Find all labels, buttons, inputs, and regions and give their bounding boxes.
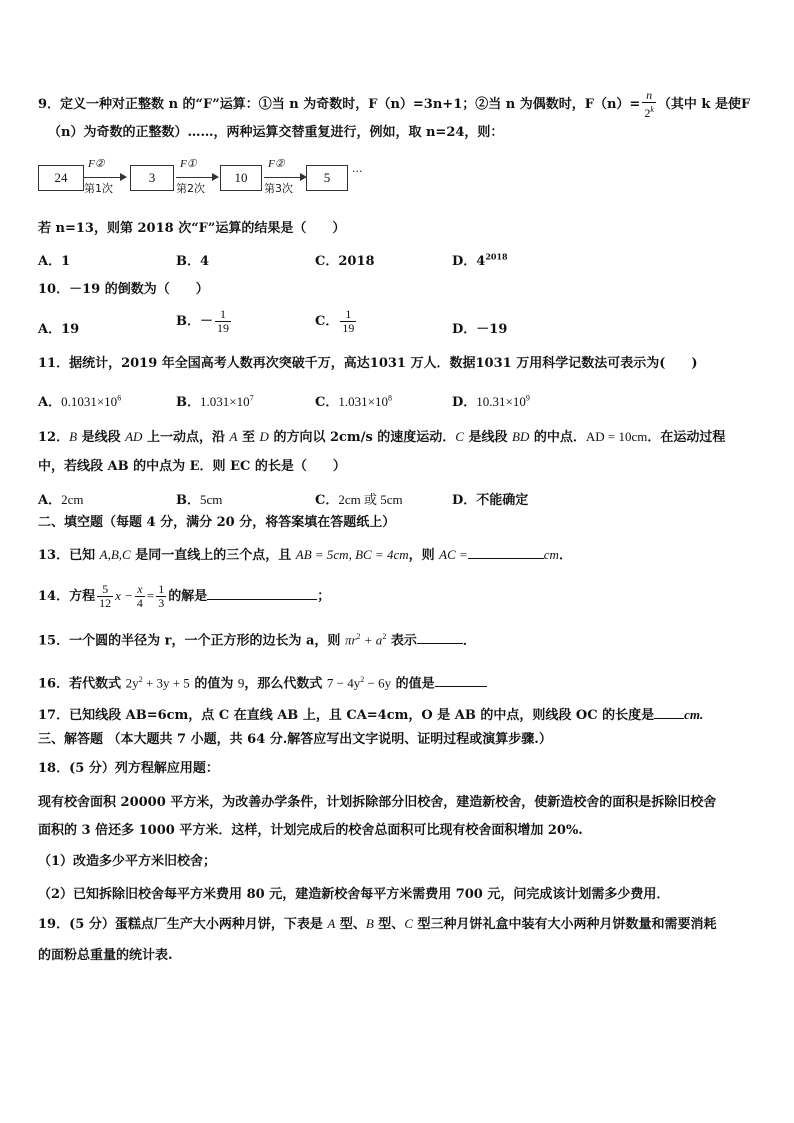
q14: 14．方程 $\frac{5}{12}$ x − $\frac{x}{4}$ = $\frac{1}{3}$ 的解是 ； <box>38 582 331 610</box>
q19-line2: 的面粉总重量的统计表. <box>38 948 173 963</box>
q11-option-b: B．$1.031\times 10^7$ <box>176 393 254 410</box>
q17: 17．已知线段 AB=6cm，点 C 在直线 AB 上，且 CA=4cm，O 是 AB 的中点，则线段 OC 的长度是 cm. <box>38 707 704 723</box>
q11-option-d: D．$10.31\times 10^9$ <box>452 393 530 410</box>
q14-frac-1-3: $\frac{1}{3}$ <box>158 582 165 610</box>
q18-paragraph-2: 面积的 3 倍还多 1000 平方米．这样，计划完成后的校舍总面积可比现有校舍面积增加 20%. <box>38 823 583 838</box>
q9-question: 若 n=13，则第 2018 次“F”运算的结果是（ ） <box>38 221 346 236</box>
q9-option-b: B．4 <box>176 254 210 269</box>
q12-line2: 中，若线段 AB 的中点为 E．则 EC 的长是（ ） <box>38 459 346 474</box>
q15-answer-blank[interactable] <box>417 631 463 644</box>
q14-frac-x-4: $\frac{x}{4}$ <box>136 582 143 610</box>
flow-box-3: 10 <box>220 165 262 191</box>
q14-frac-5-12: $\frac{5}{12}$ <box>99 582 112 610</box>
q18-title: 18．(5 分）列方程解应用题： <box>38 761 219 776</box>
flow-ellipsis: ··· <box>352 165 363 178</box>
q12-line1: 12．B 是线段 AD 上一动点，沿 A 至 D 的方向以 2cm/s 的速度运动．C 是线段 BD 的中点．AD = 10cm．在运动过程 <box>38 429 726 445</box>
q13: 13．已知 A,B,C 是同一直线上的三个点，且 AB = 5cm, BC = 4cm，则 AC = cm． <box>38 547 572 563</box>
flow-box-1: 24 <box>38 165 84 191</box>
q9-option-c: C．2018 <box>315 254 375 269</box>
q12-option-a: A．2cm <box>38 492 84 508</box>
q10-option-b: B．－ $\frac{1}{19}$ <box>176 307 229 335</box>
q17-answer-blank[interactable] <box>654 706 684 719</box>
q9-fraction: $\frac{n}{2^k}$ <box>644 88 654 120</box>
q15: 15．一个圆的半径为 r，一个正方形的边长为 a，则 $\pi r^2 + a^2$ 表示 ． <box>38 632 476 649</box>
q10-stem: 10．－19 的倒数为（ ） <box>38 282 209 297</box>
flow-arrow-2: F① 第2次 <box>176 157 220 197</box>
q16: 16．若代数式 $2y^2 + 3y + 5$ 的值为 9，那么代数式 $7 - 4y^2 - 6y$ 的值是 <box>38 671 764 693</box>
q18-subquestion-2: （2）已知拆除旧校舍每平方米费用 80 元，建造新校舍每平方米需费用 700 元，问完成该计划需多少费用． <box>38 887 670 902</box>
q11-option-c: C．$1.031\times 10^8$ <box>315 393 392 410</box>
q10-option-a: A．19 <box>38 322 80 337</box>
q12-option-b: B．5cm <box>176 492 223 508</box>
q9-flow-diagram <box>38 157 368 203</box>
q10-option-c: C． $\frac{1}{19}$ <box>315 307 355 335</box>
q18-paragraph-1: 现有校舍面积 20000 平方米，为改善办学条件，计划拆除部分旧校舍，建造新校舍，使新造校舍的面积是拆除旧校舍 <box>38 795 717 810</box>
flow-box-2: 3 <box>130 165 174 191</box>
section-2-heading: 二、填空题（每题 4 分，满分 20 分，将答案填在答题纸上） <box>38 515 396 530</box>
q16-answer-blank[interactable] <box>435 674 487 687</box>
q19-line1: 19．(5 分）蛋糕点厂生产大小两种月饼，下表是 A 型、B 型、C 型三种月饼礼盒中装有大小两种月饼数量和需要消耗 <box>38 916 717 932</box>
q10-b-fraction: $\frac{1}{19}$ <box>217 307 229 335</box>
q9-option-d: D．$4^{2018}$ <box>452 251 508 269</box>
section-3-heading: 三、解答题 （本大题共 7 小题，共 64 分.解答应写出文字说明、证明过程或演算步骤.） <box>38 732 552 747</box>
q9-line2: （n）为奇数的正整数）……，两种运算交替重复进行，例如，取 n=24，则： <box>48 125 504 140</box>
q18-subquestion-1: （1）改造多少平方米旧校舍； <box>38 854 217 869</box>
flow-arrow-1: F② 第1次 <box>84 157 128 197</box>
q14-answer-blank[interactable] <box>207 587 317 600</box>
q11-stem: 11．据统计，2019 年全国高考人数再次突破千万，高达1031 万人．数据1031 万用科学记数法可表示为( ) <box>38 356 698 371</box>
flow-arrow-3: F② 第3次 <box>264 157 308 197</box>
q12-option-d: D．不能确定 <box>452 493 529 508</box>
q10-option-d: D．－19 <box>452 322 508 337</box>
q12-option-c: C．2cm 或 5cm <box>315 492 403 508</box>
q10-c-fraction: $\frac{1}{19}$ <box>342 307 355 335</box>
flow-box-4: 5 <box>306 165 348 191</box>
q9-option-a: A．1 <box>38 254 71 269</box>
q11-option-a: A．$0.1031\times 10^6$ <box>38 393 122 410</box>
q9-line1: 9．定义一种对正整数 n 的“F”运算：①当 n 为奇数时，F（n）=3n+1；②当 n 为偶数时，F（n）= $\frac{n}{2^k}$ （其中 k 是使F <box>38 88 751 120</box>
q13-answer-blank[interactable] <box>468 546 544 559</box>
